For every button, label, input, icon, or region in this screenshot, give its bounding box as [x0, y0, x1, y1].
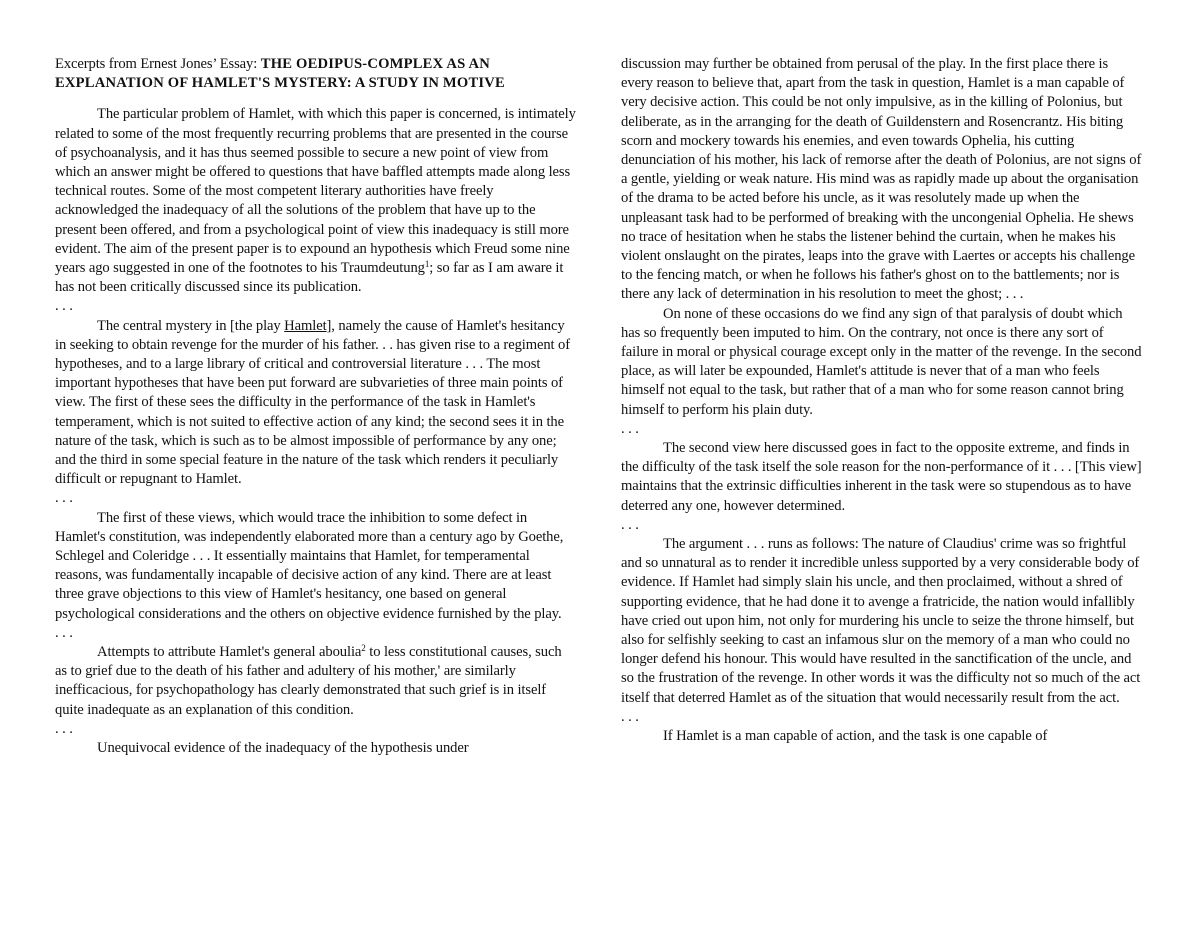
ellipsis-separator: . . . — [55, 624, 73, 641]
paragraph: The second view here discussed goes in fact to the opposite extreme, and finds in the difficulty of the task itself the sole reason for the non-performance of it . . . [This view] maintains that the extrinsic difficulties inherent in the task were so stupendous as to have deterred any one, however determined. — [621, 440, 1142, 514]
paragraph — [55, 317, 577, 490]
paragraph-text: ; so far as I am aware it has not been critically discussed since its publication. — [55, 260, 564, 296]
paragraph-text: to less constitutional causes, such as to grief due to the death of his father and adultery of his mother,' are similarly inefficacious, for psychopathology has clearly demonstrated that such grief is in itself quite inadequate as an explanation of this condition. — [55, 644, 562, 718]
paragraph: Unequivocal evidence of the inadequacy of the hypothesis under — [97, 740, 469, 757]
paragraph-text: The central mystery in [the play — [97, 317, 285, 334]
footnote-marker: 2 — [361, 643, 366, 654]
ellipsis-separator: . . . — [621, 420, 639, 437]
paragraph — [55, 643, 577, 720]
paragraph: If Hamlet is a man capable of action, and the task is one capable of — [663, 728, 1048, 745]
paragraph-text: Attempts to attribute Hamlet's general aboulia — [97, 644, 362, 661]
right-column — [621, 55, 1143, 746]
paragraph: The argument . . . runs as follows: The nature of Claudius' crime was so frightful and so unnatural as to render it incredible unless supported by a very considerable body of evidence. If Hamlet had simply slain his uncle, and then proclaimed, without a shred of supporting evidence, that he had done it to avenge a fratricide, the nation would infallibly have cried out upon him, not only for murdering his uncle to seize the throne himself, but also for selfishly seeking to cast an infamous slur on the memory of a man who could no longer defend his honour. This would have resulted in the sanctification of the uncle, and so the frustration of the revenge. In other words it was the difficulty not so much of the act itself that deterred Hamlet as of the situation that would necessarily result from the act. — [621, 536, 1141, 706]
heading-title-line2: EXPLANATION OF HAMLET'S MYSTERY: A STUDY IN MOTIVE — [55, 75, 505, 92]
ellipsis-separator: . . . — [55, 720, 73, 737]
paragraph-continued: discussion may further be obtained from perusal of the play. In the first place there is every reason to believe that, apart from the task in question, Hamlet is a man capable of very decisive action. This could be not only impulsive, as in the killing of Polonius, but deliberate, as in the arranging for the death of Guildenstern and Rosencrantz. His biting scorn and mockery towards his enemies, and even towards Ophelia, his cutting denunciation of his mother, his lack of remorse after the death of Polonius, are not signs of a gentle, yielding or weak nature. His mind was as rapidly made up about the organisation of the drama to be acted before his uncle, as it was resolutely made up when the unpleasant task had to be performed of breaking with the uncongenial Ophelia. He shews no trace of hesitation when he stabs the listener behind the curtain, when he makes his violent onslaught on the pirates, leaps into the grave with Laertes or accepts his challenge to the fencing match, or when he follows his father's ghost on to the battlements; nor is there any lack of determination in his resolution to meet the ghost; . . . — [621, 56, 1142, 303]
paragraph — [55, 105, 577, 297]
essay-heading — [55, 55, 577, 93]
paragraph: On none of these occasions do we find any sign of that paralysis of doubt which has so frequently been imputed to him. On the contrary, not once is there any sort of failure in moral or physical courage except only in the matter of the revenge. In the second place, as will later be expounded, Hamlet's attitude is never that of a man who feels himself not equal to the task, but rather that of a man who for some reason cannot bring himself to perform his plain duty. — [621, 305, 1142, 418]
ellipsis-separator: . . . — [55, 298, 73, 315]
ellipsis-separator: . . . — [55, 490, 73, 507]
ellipsis-separator: . . . — [621, 516, 639, 533]
ellipsis-separator: . . . — [621, 708, 639, 725]
heading-prefix: Excerpts from Ernest Jones’ Essay: — [55, 56, 261, 72]
left-column — [55, 55, 577, 758]
play-title: Hamlet — [284, 317, 327, 334]
heading-title-line1: THE OEDIPUS-COMPLEX AS AN — [260, 56, 490, 72]
footnote-marker: 1 — [424, 259, 430, 270]
paragraph: The first of these views, which would trace the inhibition to some defect in Hamlet's constitution, was independently elaborated more than a century ago by Goethe, Schlegel and Coleridge . . . It essentially maintains that Hamlet, for temperamental reasons, was fundamentally incapable of decisive action of any kind. There are at least three grave objections to this view of Hamlet's hesitancy, one based on general psychological considerations and the others on objective evidence furnished by the play. — [55, 509, 564, 622]
paragraph-text: ], namely the cause of Hamlet's hesitancy in seeking to obtain revenge for the murder of his father. . . has given rise to a regiment of hypotheses, and to a large library of critical and controversial literature . . . The most important hypotheses that have been put forward are subvarieties of three main points of view. The first of these sees the difficulty in the performance of the task in Hamlet's temperament, which is not suited to effective action of any kind; the second sees it in the nature of the task, which is such as to be almost impossible of performance by any one; and the third in some special feature in the nature of the task which renders it peculiarly difficult or repugnant to Hamlet. — [55, 317, 571, 488]
paragraph-text: The particular problem of Hamlet, with which this paper is concerned, is intimately related to some of the most frequently recurring problems that are presented in the course of psychoanalysis, and it has thus seemed possible to secure a new point of view from which an answer might be offered to questions that have baffled attempts made along less technical routes. Some of the most competent literary authorities have freely acknowledged the inadequacy of all the solutions of the problem that have up to the present been offered, and from a psychological point of view this inadequacy is still more evident. The aim of the present paper is to expound an hypothesis which Freud some nine years ago suggested in one of the footnotes to his Traumdeutung — [55, 106, 576, 277]
